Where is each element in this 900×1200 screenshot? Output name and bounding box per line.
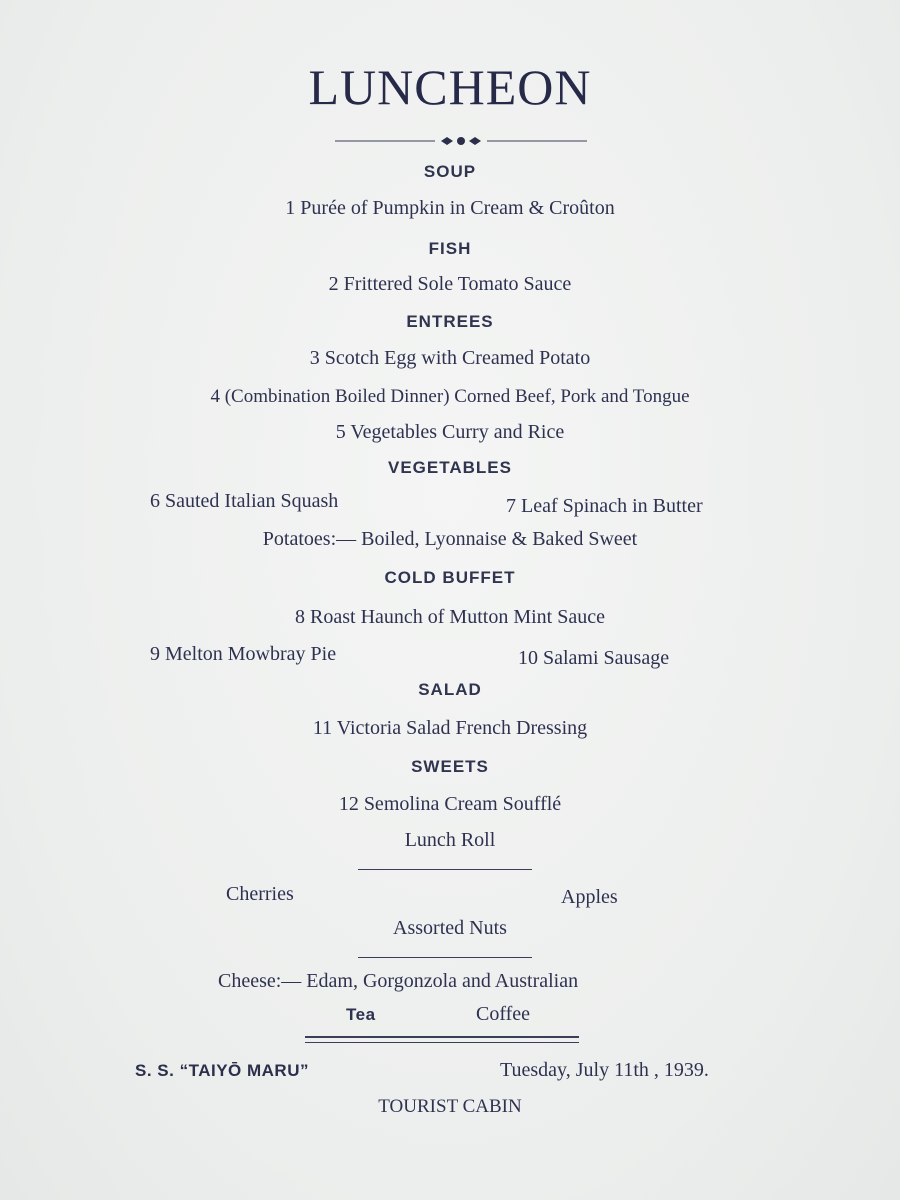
menu-item-veg-7: 7 Leaf Spinach in Butter xyxy=(506,495,703,517)
section-heading-sweets: SWEETS xyxy=(411,757,489,776)
menu-item-sweets-12: 12 Semolina Cream Soufflé xyxy=(338,793,562,815)
section-heading-soup: SOUP xyxy=(423,162,477,181)
ship-name: S. S. “TAIYŌ MARU” xyxy=(135,1061,309,1080)
double-rule-bottom xyxy=(305,1042,579,1043)
ornament-divider xyxy=(335,131,587,151)
menu-item-buffet-9: 9 Melton Mowbray Pie xyxy=(150,643,337,665)
menu-item-soup-1: 1 Purée of Pumpkin in Cream & Croûton xyxy=(285,197,615,219)
menu-title: LUNCHEON xyxy=(308,59,592,115)
menu-item-fish-2: 2 Frittered Sole Tomato Sauce xyxy=(328,273,572,295)
menu-item-apples: Apples xyxy=(561,886,618,908)
menu-item-cheese: Cheese:— Edam, Gorgonzola and Australian xyxy=(218,970,579,992)
section-heading-vegetables: VEGETABLES xyxy=(388,458,512,477)
menu-item-lunch-roll: Lunch Roll xyxy=(404,829,496,851)
menu-item-buffet-10: 10 Salami Sausage xyxy=(518,647,670,669)
section-heading-fish: FISH xyxy=(428,239,472,258)
divider-line xyxy=(358,957,532,958)
menu-date: Tuesday, July 11th , 1939. xyxy=(500,1059,709,1081)
menu-item-nuts: Assorted Nuts xyxy=(393,917,507,939)
menu-item-cherries: Cherries xyxy=(226,883,294,905)
menu-item-tea: Tea xyxy=(346,1005,376,1024)
menu-item-veg-6: 6 Sauted Italian Squash xyxy=(150,490,339,512)
divider-line xyxy=(358,869,532,870)
section-heading-entrees: ENTREES xyxy=(406,312,494,331)
menu-item-entree-3: 3 Scotch Egg with Creamed Potato xyxy=(309,347,591,369)
menu-item-coffee: Coffee xyxy=(476,1003,531,1025)
section-heading-salad: SALAD xyxy=(418,680,482,699)
menu-item-salad-11: 11 Victoria Salad French Dressing xyxy=(312,717,588,739)
menu-item-entree-5: 5 Vegetables Curry and Rice xyxy=(335,421,565,443)
menu-item-entree-4: 4 (Combination Boiled Dinner) Corned Beef, Pork and Tongue xyxy=(210,386,690,407)
section-heading-cold-buffet: COLD BUFFET xyxy=(384,568,516,587)
menu-item-buffet-8: 8 Roast Haunch of Mutton Mint Sauce xyxy=(295,606,605,628)
menu-item-potatoes: Potatoes:— Boiled, Lyonnaise & Baked Sweet xyxy=(262,528,638,550)
double-rule-top xyxy=(305,1036,579,1038)
cabin-class: TOURIST CABIN xyxy=(378,1096,522,1117)
